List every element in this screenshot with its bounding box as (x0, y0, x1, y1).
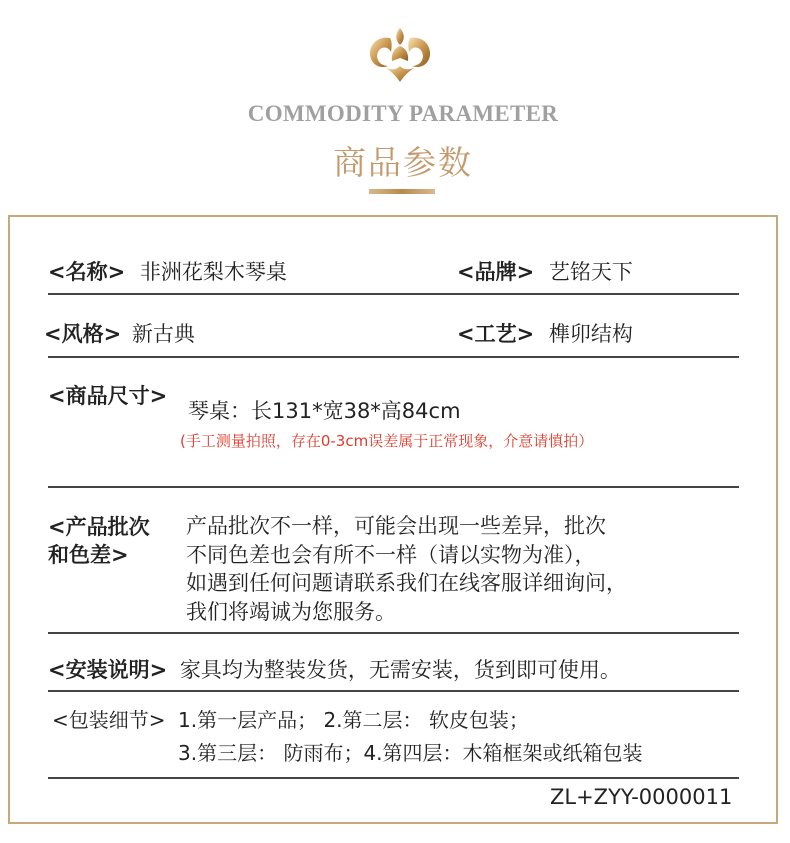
divider (48, 632, 739, 634)
batch-text-line: 不同色差也会有所不一样（请以实物为准）， (186, 542, 596, 567)
batch-text-line: 如遇到任何问题请联系我们在线客服详细询问， (186, 571, 627, 596)
brand-row (457, 259, 633, 285)
chinese-title: 商品参数 (333, 143, 473, 182)
divider (48, 690, 739, 692)
batch-label-line2: 和色差> (48, 543, 129, 567)
name-row (48, 259, 287, 285)
title-underline (369, 189, 435, 194)
ornament-crown-icon (364, 26, 436, 84)
package-line1: 1.第一层产品； 2.第二层： 软皮包装； (178, 708, 529, 732)
style-label: <风格> (44, 322, 122, 346)
divider (48, 777, 739, 779)
batch-text-line: 我们将竭诚为您服务。 (186, 599, 396, 624)
craft-label: <工艺> (457, 322, 535, 346)
batch-text-line: 产品批次不一样，可能会出现一些差异，批次 (186, 514, 606, 538)
size-note: (手工测量拍照，存在0-3cm误差属于正常现象，介意请慎拍） (180, 432, 594, 450)
batch-text (186, 512, 627, 626)
english-title: COMMODITY PARAMETER (247, 101, 559, 126)
brand-label: <品牌> (457, 260, 535, 284)
style-row (44, 321, 195, 347)
install-row (48, 657, 621, 683)
package-line2: 3.第三层： 防雨布；4.第四层：木箱框架或纸箱包装 (178, 741, 643, 765)
divider (48, 356, 739, 358)
size-label: <商品尺寸> (48, 384, 168, 408)
name-label: <名称> (48, 260, 126, 284)
name-value: 非洲花梨木琴桌 (139, 260, 287, 284)
package-label: <包装细节> (52, 708, 166, 732)
install-value: 家具均为整装发货，无需安装，货到即可使用。 (179, 658, 621, 682)
style-value: 新古典 (131, 322, 195, 346)
divider (48, 486, 739, 488)
brand-value: 艺铭天下 (548, 260, 633, 284)
divider (48, 293, 739, 295)
size-value: 琴桌：长131*宽38*高84cm (188, 399, 461, 423)
product-code: ZL+ZYY-0000011 (550, 785, 733, 809)
install-label: <安装说明> (48, 658, 168, 682)
batch-label-line1: <产品批次 (48, 515, 150, 539)
craft-row (457, 321, 633, 347)
craft-value: 榫卯结构 (548, 322, 633, 346)
